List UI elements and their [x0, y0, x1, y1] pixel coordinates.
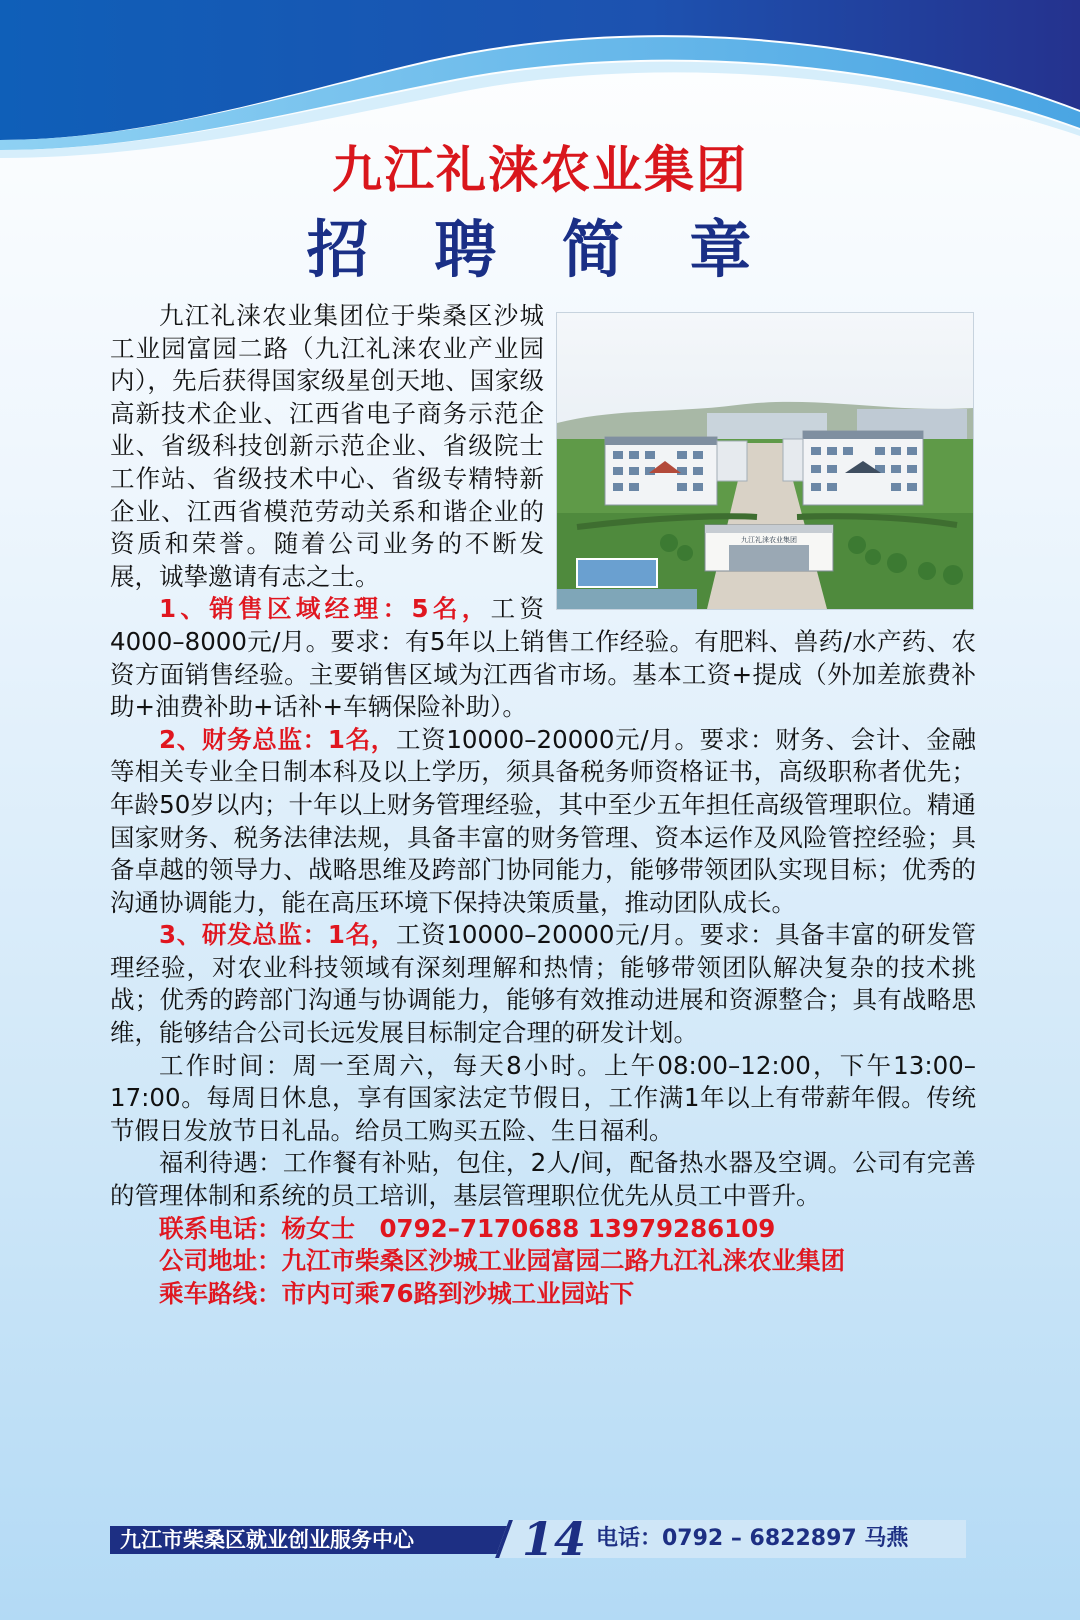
gate-sign-text: 九江礼涞农业集团	[741, 536, 797, 544]
contact-phone: 联系电话：杨女士 0792–7170688 13979286109	[159, 1213, 776, 1243]
footer-bar	[110, 1512, 966, 1566]
main-content	[110, 300, 976, 1310]
recruitment-subtitle: 招 聘 简 章	[306, 213, 774, 286]
intro-paragraph: 九江礼涞农业集团位于柴桑区沙城工业园富园二路（九江礼涞农业产业园内），先后获得国家级星创天地、国家级高新技术企业、江西省电子商务示范企业、省级科技创新示范企业、省级院士工作站、省级技术中心、省级专精特新企业、江西省模范劳动关系和谐企业的资质和荣誉。随着公司业务的不断发展，诚挚邀请有志之士。	[110, 301, 544, 591]
job-rnd-director	[110, 919, 976, 1049]
job-sales-manager	[110, 593, 976, 723]
contact-route: 乘车路线：市内可乘76路到沙城工业园站下	[159, 1278, 635, 1308]
page-number: 14	[521, 1512, 586, 1566]
job-finance-director	[110, 724, 976, 920]
job-title: 1、销售区域经理：5名，	[159, 594, 491, 624]
job-description: 工资10000–20000元/月。要求：具备丰富的研发管理经验，对农业科技领域有深刻理解和热情；能够带领团队解决复杂的技术挑战；优秀的跨部门沟通与协调能力，能够有效推动进展和资源整合；具有战略思维，能够结合公司长远发展目标制定合理的研发计划。	[110, 920, 976, 1048]
job-title: 3、研发总监：1名，	[159, 920, 396, 950]
job-description: 工资10000–20000元/月。要求：财务、会计、金融等相关专业全日制本科及以上学历，须具备税务师资格证书，高级职称者优先；年龄50岁以内；十年以上财务管理经验，其中至少五年担任高级管理职位。精通国家财务、税务法律法规，具备丰富的财务管理、资本运作及风险管控经验；具备卓越的领导力、战略思维及跨部门协同能力，能够带领团队实现目标；优秀的沟通协调能力，能在高压环境下保持决策质量，推动团队成长。	[110, 724, 976, 917]
company-title: 九江礼涞农业集团	[332, 141, 748, 199]
photo-spacer	[544, 300, 976, 612]
benefits-paragraph: 福利待遇：工作餐有补贴，包住，2人/间，配备热水器及空调。公司有完善的管理体制和系统的员工培训，基层管理职位优先从员工中晋升。	[110, 1148, 976, 1211]
footer-phone: 电话：0792 – 6822897 马燕	[596, 1526, 909, 1551]
job-description: 工资4000–8000元/月。要求：有5年以上销售工作经验。有肥料、兽药/水产药、农资方面销售经验。主要销售区域为江西省市场。基本工资+提成（外加差旅费补助+油费补助+话补+车辆保险补助）。	[110, 594, 976, 722]
footer-org-name: 九江市柴桑区就业创业服务中心	[120, 1528, 414, 1552]
job-title: 2、财务总监：1名，	[159, 724, 396, 754]
work-time-paragraph: 工作时间：周一至周六，每天8小时。上午08:00–12:00，下午13:00–17:00。每周日休息，享有国家法定节假日，工作满1年以上有带薪年假。传统节假日发放节日礼品。给员工购买五险、生日福利。	[110, 1050, 976, 1145]
contact-address: 公司地址：九江市柴桑区沙城工业园富园二路九江礼涞农业集团	[159, 1246, 845, 1276]
